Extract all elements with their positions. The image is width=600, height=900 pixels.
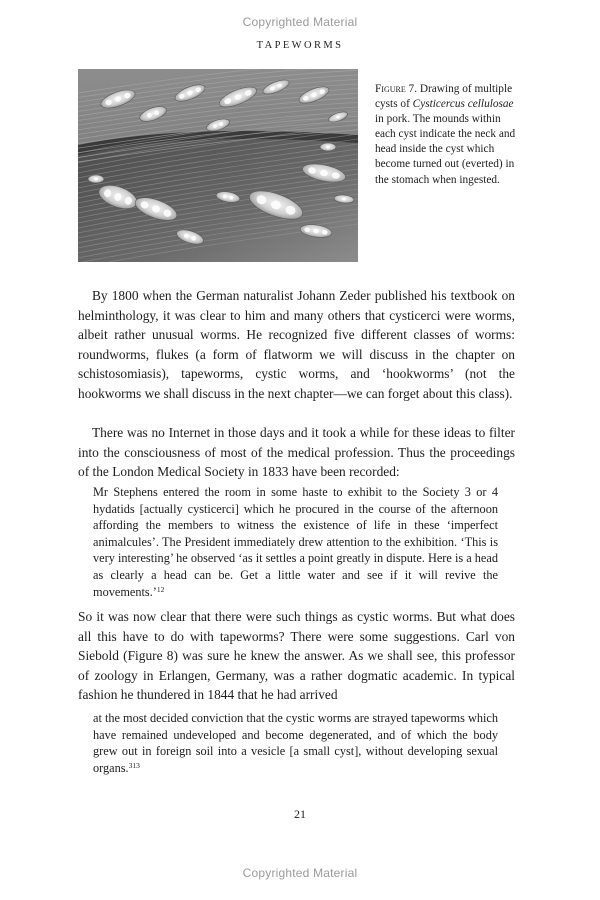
- running-head: TAPEWORMS: [256, 40, 344, 51]
- body-paragraph: By 1800 when the German naturalist Johann Zeder published his textbook on helminthology, it was clear to him and many others that cysticerci were worms, albeit rather unusual worms. He recognized five different classes of worms: roundworms, flukes (a form of flatworm we will discuss in the chapter on schistosomiasis), tapeworms, cystic worms, and ‘hookworms’ (not the hookworms we shall discuss in the next chapter—we can forget about this class).: [78, 288, 515, 401]
- caption-text-continued: in pork. The mounds within each cyst indicate the neck and head inside the cyst which become turned out (everted) in the stomach when ingested.: [375, 113, 516, 186]
- copyright-watermark-top: Copyrighted Material: [242, 15, 358, 29]
- page-number: 21: [294, 807, 306, 821]
- caption-species: Cysticercus cellulosae: [412, 98, 514, 111]
- quote-text: Mr Stephens entered the room in some haste to exhibit to the Society 3 or 4 hydatids [actually cysticerci] which he procured in the course of the afternoon affording the members to witness the existence of life in these ‘imperfect animalcules’. The President immediately drew attention to the exhibition. ‘This is very interesting’ he observed ‘as it settles a point greatly in dispute. Here is a head as clearly a head can be. Get a little water and see if it will revive the movements.’: [93, 485, 498, 599]
- footnote-ref[interactable]: 12: [156, 584, 165, 594]
- footnote-ref[interactable]: 313: [128, 760, 140, 770]
- quote-text: at the most decided conviction that the cystic worms are strayed tapeworms which have remained undeveloped and become degenerated, and of which the body grew out in foreign soil into a vesicle [a small cyst], without developing sexual organs.: [93, 711, 498, 775]
- block-quote: [93, 484, 498, 600]
- body-paragraph: There was no Internet in those days and it took a while for these ideas to filter into the consciousness of most of the medical profession. Thus the proceedings of the London Medical Society in 1833 have been recorded:: [78, 425, 515, 479]
- figure-caption: [375, 82, 520, 188]
- block-quote: [93, 710, 498, 776]
- figure-illustration: [78, 69, 358, 262]
- body-paragraph: So it was now clear that there were such things as cystic worms. But what does all this have to do with tapeworms? There were some suggestions. Carl von Siebold (Figure 8) was sure he knew the answer. As we shall see, this professor of zoology in Erlangen, Germany, was a rather dogmatic academic. In typical fashion he thundered in 1844 that he had arrived: [78, 609, 515, 702]
- caption-text: Drawing of multiple cysts of: [375, 83, 513, 111]
- caption-label: Figure 7.: [375, 83, 418, 95]
- copyright-watermark-bottom: Copyrighted Material: [242, 866, 358, 880]
